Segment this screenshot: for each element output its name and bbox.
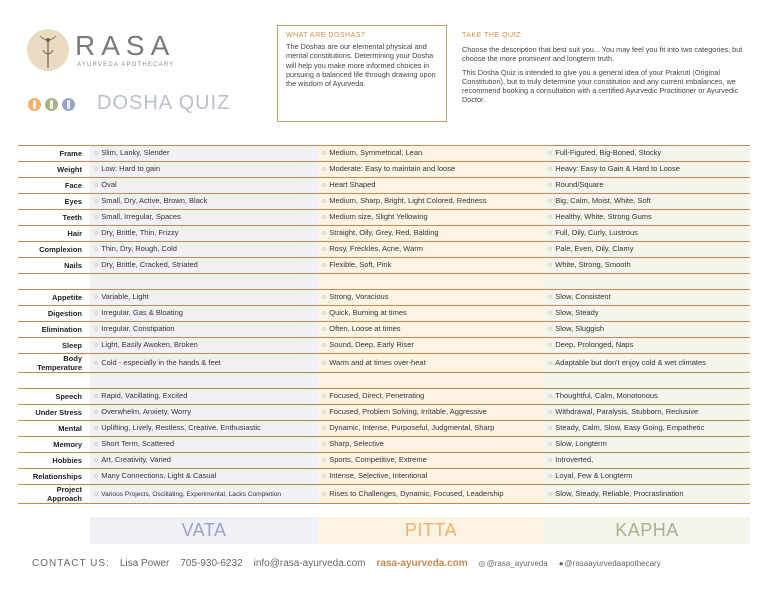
pitta-option[interactable] [318, 162, 544, 178]
pitta-option-text: Moderate: Easy to maintain and loose [329, 164, 456, 173]
quiz-row [18, 453, 750, 469]
kapha-option-text: Round/Square [555, 180, 604, 189]
row-label: Mental [18, 421, 90, 437]
pitta-option-text: Dynamic, Intense, Purposeful, Judgmental, Sharp [329, 423, 495, 432]
instagram-handle[interactable]: @rasa_ayurveda [486, 559, 548, 568]
pitta-option[interactable] [318, 354, 544, 373]
vata-option[interactable] [90, 290, 318, 306]
radio-circle-icon[interactable]: ○ [94, 182, 99, 189]
vata-option[interactable] [90, 242, 318, 258]
vata-option[interactable] [90, 226, 318, 242]
radio-circle-icon[interactable]: ○ [548, 294, 553, 301]
quiz-row [18, 178, 750, 194]
kapha-option-text: Loyal, Few & Longterm [555, 471, 633, 480]
radio-circle-icon[interactable]: ○ [548, 182, 553, 189]
contact-phone[interactable]: 705-930-6232 [180, 558, 243, 569]
radio-circle-icon[interactable]: ○ [322, 262, 327, 269]
radio-circle-icon[interactable]: ○ [94, 490, 99, 498]
quiz-instructions-p2: This Dosha Quiz is intended to give you a general idea of your Prakruti (Original Constitution), but to truly determine your constitution and any current imbalances, we recommend booking a consultation with a certified Ayurvedic Practitioner or Ayurvedic Doctor. [462, 67, 739, 105]
vata-option[interactable] [90, 162, 318, 178]
kapha-label: KAPHA [544, 517, 750, 544]
radio-circle-icon[interactable]: ○ [548, 214, 553, 221]
pitta-label: PITTA [318, 517, 544, 544]
quiz-row [18, 306, 750, 322]
quiz-row [18, 194, 750, 210]
kapha-option-text: Thoughtful, Calm, Monotonous [555, 391, 658, 400]
rasa-logo [26, 28, 70, 72]
radio-circle-icon[interactable]: ○ [322, 473, 327, 480]
pitta-option[interactable] [318, 338, 544, 354]
kapha-option[interactable] [544, 162, 750, 178]
radio-circle-icon[interactable]: ○ [94, 230, 99, 237]
kapha-option[interactable] [544, 453, 750, 469]
vata-option[interactable] [90, 146, 318, 162]
quiz-row [18, 421, 750, 437]
vata-option-text: Short Term, Scattered [101, 439, 175, 448]
vata-option-text: Overwhelm, Anxiety, Worry [101, 407, 191, 416]
pitta-option-text: Medium, Sharp, Bright, Light Colored, Redness [329, 196, 487, 205]
vata-option[interactable] [90, 405, 318, 421]
radio-circle-icon[interactable]: ○ [548, 473, 553, 480]
quiz-row [18, 242, 750, 258]
radio-circle-icon[interactable]: ○ [94, 246, 99, 253]
vata-option[interactable] [90, 178, 318, 194]
radio-circle-icon[interactable]: ○ [94, 409, 99, 416]
vata-option-text: Dry, Brittle, Cracked, Striated [101, 260, 198, 269]
radio-circle-icon[interactable]: ○ [548, 230, 553, 237]
kapha-option[interactable] [544, 421, 750, 437]
kapha-option-text: Adaptable but don't enjoy cold & wet climates [555, 357, 706, 367]
pitta-option-text: Rosy, Freckles, Acne, Warm [329, 244, 424, 253]
vata-option-text: Irregular, Gas & Bloating [101, 308, 183, 317]
radio-circle-icon[interactable]: ○ [322, 166, 327, 173]
vata-option-text: Cold - especially in the hands & feet [101, 357, 221, 367]
radio-circle-icon[interactable]: ○ [94, 473, 99, 480]
vata-option-text: Thin, Dry, Rough, Cold [101, 244, 177, 253]
quiz-row [18, 338, 750, 354]
radio-circle-icon[interactable]: ○ [322, 326, 327, 333]
radio-circle-icon[interactable]: ○ [548, 490, 553, 498]
vata-option[interactable] [90, 306, 318, 322]
pitta-option[interactable] [318, 194, 544, 210]
radio-circle-icon[interactable]: ○ [94, 393, 99, 400]
row-label: Eyes [18, 194, 90, 210]
row-label: Hobbies [18, 453, 90, 469]
vata-option-text: Dry, Brittle, Thin, Frizzy [101, 228, 179, 237]
radio-circle-icon[interactable]: ○ [94, 359, 99, 367]
radio-circle-icon[interactable]: ○ [94, 198, 99, 205]
vata-option-text: Oval [101, 180, 117, 189]
pitta-option[interactable] [318, 210, 544, 226]
kapha-option[interactable] [544, 437, 750, 453]
kapha-option[interactable] [544, 469, 750, 485]
pitta-option[interactable] [318, 453, 544, 469]
kapha-option[interactable] [544, 242, 750, 258]
pitta-option-text: Strong, Voracious [329, 292, 389, 301]
radio-circle-icon[interactable]: ○ [322, 150, 327, 157]
kapha-option[interactable] [544, 485, 750, 504]
pitta-option[interactable] [318, 242, 544, 258]
vata-option-text: Low: Hard to gain [101, 164, 161, 173]
quiz-row [18, 146, 750, 162]
pitta-option-text: Heart Shaped [329, 180, 376, 189]
kapha-option[interactable] [544, 389, 750, 405]
radio-circle-icon[interactable]: ○ [322, 457, 327, 464]
pitta-option-text: Often, Loose at times [329, 324, 401, 333]
kapha-option[interactable] [544, 405, 750, 421]
vata-option-text: Small, Irregular, Spaces [101, 212, 181, 221]
quiz-instructions [462, 45, 757, 109]
quiz-row [18, 485, 750, 504]
about-text: The Doshas are our elemental physical and mental constitutions. Determining your Dosha will help you make more informed choices in pursuing a balanced life through drawing upon the wisdom of Ayurveda. [286, 42, 436, 89]
pitta-option[interactable] [318, 290, 544, 306]
kapha-option[interactable] [544, 178, 750, 194]
pitta-option[interactable] [318, 469, 544, 485]
kapha-option-text: Slow, Longterm [555, 439, 607, 448]
vata-option[interactable] [90, 469, 318, 485]
radio-circle-icon[interactable]: ○ [322, 214, 327, 221]
quiz-heading: TAKE THE QUIZ: [462, 32, 524, 39]
dosha-quiz-table [18, 145, 750, 504]
pitta-option-text: Medium, Symmetrical, Lean [329, 148, 423, 157]
vata-option-text: Slim, Lanky, Slender [101, 148, 170, 157]
section-gap [18, 274, 750, 290]
pitta-option[interactable] [318, 485, 544, 504]
pitta-option[interactable] [318, 306, 544, 322]
quiz-instructions-p1: Choose the description that best suit you... You may feel you fit into two categories, but choose the more prominent and longterm truth. [462, 45, 743, 64]
vata-option[interactable] [90, 485, 318, 504]
kapha-option-text: Heavy: Easy to Gain & Hard to Loose [555, 164, 680, 173]
kapha-option-text: Introverted, [555, 455, 594, 464]
row-label: Elimination [18, 322, 90, 338]
radio-circle-icon[interactable]: ○ [94, 326, 99, 333]
pitta-option[interactable] [318, 405, 544, 421]
vata-option-text: Various Projects, Oscillating, Experimental, Lacks Completion [101, 490, 282, 498]
quiz-row [18, 290, 750, 306]
radio-circle-icon[interactable]: ○ [322, 342, 327, 349]
vata-option[interactable] [90, 437, 318, 453]
kapha-option-text: Big, Calm, Moist, White, Soft [555, 196, 651, 205]
pitta-option[interactable] [318, 258, 544, 274]
quiz-row [18, 437, 750, 453]
vata-option[interactable] [90, 258, 318, 274]
pitta-option[interactable] [318, 178, 544, 194]
radio-circle-icon[interactable]: ○ [322, 294, 327, 301]
pitta-option[interactable] [318, 421, 544, 437]
brand-tagline: AYURVEDA APOTHECARY [77, 62, 175, 68]
pitta-option-text: Straight, Oily, Grey, Red, Balding [329, 228, 439, 237]
pitta-option[interactable] [318, 226, 544, 242]
row-label: Complexion [18, 242, 90, 258]
radio-circle-icon[interactable]: ○ [94, 166, 99, 173]
dosha-dots [28, 98, 75, 111]
radio-circle-icon[interactable]: ○ [322, 246, 327, 253]
radio-circle-icon[interactable]: ○ [322, 441, 327, 448]
radio-circle-icon[interactable]: ○ [548, 409, 553, 416]
pitta-option[interactable] [318, 389, 544, 405]
quiz-row [18, 210, 750, 226]
facebook-icon: ● [558, 559, 564, 568]
kapha-option[interactable] [544, 338, 750, 354]
contact-footer [32, 558, 672, 569]
radio-circle-icon[interactable]: ○ [94, 294, 99, 301]
pitta-option[interactable] [318, 322, 544, 338]
kapha-option[interactable] [544, 146, 750, 162]
kapha-option-text: Slow, Steady, Reliable, Procrastination [555, 488, 684, 498]
kapha-option-text: Pale, Even, Oily, Clamy [555, 244, 634, 253]
pitta-option-text: Focused, Problem Solving, Irritable, Aggressive [329, 407, 487, 416]
quiz-row [18, 322, 750, 338]
pitta-option-text: Intense, Selective, Intentional [329, 471, 428, 480]
vata-option-text: Uplifting, Lively, Restless, Creative, Enthusiastic [101, 423, 261, 432]
kapha-option-text: Slow, Steady [555, 308, 599, 317]
about-doshas-box [277, 25, 447, 122]
pitta-option-text: Sports, Competitive, Extreme [329, 455, 427, 464]
pitta-option-text: Quick, Burning at times [329, 308, 407, 317]
pitta-option[interactable] [318, 437, 544, 453]
kapha-option[interactable] [544, 306, 750, 322]
vata-option[interactable] [90, 338, 318, 354]
row-label: Nails [18, 258, 90, 274]
vata-option[interactable] [90, 421, 318, 437]
quiz-row [18, 226, 750, 242]
vata-label: VATA [90, 517, 318, 544]
pitta-option-text: Sharp, Selective [329, 439, 384, 448]
radio-circle-icon[interactable]: ○ [548, 359, 553, 367]
vata-dot-icon [62, 98, 75, 111]
radio-circle-icon[interactable]: ○ [94, 262, 99, 269]
radio-circle-icon[interactable]: ○ [548, 166, 553, 173]
radio-circle-icon[interactable]: ○ [548, 198, 553, 205]
website-link[interactable]: rasa-ayurveda.com [376, 558, 468, 569]
radio-circle-icon[interactable]: ○ [94, 457, 99, 464]
quiz-title: DOSHA QUIZ [97, 92, 231, 114]
contact-email[interactable]: info@rasa-ayurveda.com [253, 558, 366, 569]
instagram-icon: ◎ [478, 559, 486, 568]
radio-circle-icon[interactable]: ○ [322, 490, 327, 498]
vata-option-text: Light, Easily Awoken, Broken [101, 340, 198, 349]
vata-option[interactable] [90, 354, 318, 373]
radio-circle-icon[interactable]: ○ [548, 342, 553, 349]
row-label: Face [18, 178, 90, 194]
radio-circle-icon[interactable]: ○ [322, 393, 327, 400]
radio-circle-icon[interactable]: ○ [94, 150, 99, 157]
radio-circle-icon[interactable]: ○ [322, 198, 327, 205]
radio-circle-icon[interactable]: ○ [322, 310, 327, 317]
radio-circle-icon[interactable]: ○ [548, 425, 553, 432]
facebook-handle[interactable]: @rasaayurvedaapothecary [564, 559, 661, 568]
radio-circle-icon[interactable]: ○ [548, 150, 553, 157]
radio-circle-icon[interactable]: ○ [548, 326, 553, 333]
kapha-option-text: Slow, Consistent [555, 292, 611, 301]
radio-circle-icon[interactable]: ○ [322, 409, 327, 416]
radio-circle-icon[interactable]: ○ [548, 246, 553, 253]
radio-circle-icon[interactable]: ○ [322, 182, 327, 189]
kapha-option-text: Deep, Prolonged, Naps [555, 340, 634, 349]
kapha-option-text: Steady, Calm, Slow, Easy Going, Empathetic [555, 423, 705, 432]
kapha-option-text: Full-Figured, Big-Boned, Stocky [555, 148, 662, 157]
row-label: Frame [18, 146, 90, 162]
vata-option[interactable] [90, 210, 318, 226]
quiz-row [18, 405, 750, 421]
contact-label: CONTACT US: [32, 558, 110, 569]
radio-circle-icon[interactable]: ○ [548, 262, 553, 269]
row-label: Body Temperature [18, 354, 90, 373]
kapha-dot-icon [45, 98, 58, 111]
kapha-option[interactable] [544, 226, 750, 242]
kapha-option-text: Withdrawal, Paralysis, Stubborn, Reclusive [555, 407, 699, 416]
radio-circle-icon[interactable]: ○ [548, 393, 553, 400]
row-label: Under Stress [18, 405, 90, 421]
quiz-row [18, 354, 750, 373]
radio-circle-icon[interactable]: ○ [94, 441, 99, 448]
pitta-option-text: Rises to Challenges, Dynamic, Focused, Leadership [329, 488, 504, 498]
vata-option-text: Small, Dry, Active, Brown, Black [101, 196, 208, 205]
kapha-option-text: Healthy, White, Strong Gums [555, 212, 652, 221]
pitta-option-text: Sound, Deep, Early Riser [329, 340, 414, 349]
vata-option-text: Art, Creativity, Varied [101, 455, 171, 464]
kapha-option[interactable] [544, 210, 750, 226]
row-label: Speech [18, 389, 90, 405]
row-label: Sleep [18, 338, 90, 354]
vata-option[interactable] [90, 194, 318, 210]
quiz-row [18, 469, 750, 485]
radio-circle-icon[interactable]: ○ [548, 310, 553, 317]
row-label: Appetite [18, 290, 90, 306]
row-label: Relationships [18, 469, 90, 485]
radio-circle-icon[interactable]: ○ [94, 310, 99, 317]
pitta-option-text: Focused, Direct, Penetrating [329, 391, 425, 400]
quiz-row [18, 258, 750, 274]
vata-option[interactable] [90, 453, 318, 469]
quiz-row [18, 162, 750, 178]
pitta-option-text: Flexible, Soft, Pink [329, 260, 392, 269]
kapha-option-text: White, Strong, Smooth [555, 260, 631, 269]
contact-name: Lisa Power [119, 558, 170, 569]
kapha-option[interactable] [544, 290, 750, 306]
radio-circle-icon[interactable]: ○ [94, 342, 99, 349]
kapha-option-text: Slow, Sluggish [555, 324, 605, 333]
row-label: Project Approach [18, 485, 90, 504]
row-label: Memory [18, 437, 90, 453]
vata-option-text: Many Connections, Light & Casual [101, 471, 217, 480]
radio-circle-icon[interactable]: ○ [322, 425, 327, 432]
pitta-option-text: Warm and at times over-heat [329, 357, 426, 367]
row-label: Hair [18, 226, 90, 242]
kapha-option[interactable] [544, 258, 750, 274]
kapha-option-text: Full, Oily, Curly, Lustrous [555, 228, 638, 237]
vata-option[interactable] [90, 389, 318, 405]
brand-name: RASA [75, 30, 176, 61]
pitta-option[interactable] [318, 146, 544, 162]
quiz-row [18, 389, 750, 405]
radio-circle-icon[interactable]: ○ [548, 441, 553, 448]
pitta-dot-icon [28, 98, 41, 111]
vata-option[interactable] [90, 322, 318, 338]
about-heading: WHAT ARE DOSHAS? [286, 32, 366, 39]
kapha-option[interactable] [544, 354, 750, 373]
kapha-option[interactable] [544, 194, 750, 210]
row-label: Weight [18, 162, 90, 178]
radio-circle-icon[interactable]: ○ [322, 230, 327, 237]
section-gap [18, 373, 750, 389]
row-label: Teeth [18, 210, 90, 226]
row-label: Digestion [18, 306, 90, 322]
radio-circle-icon[interactable]: ○ [94, 425, 99, 432]
vata-option-text: Variable, Light [101, 292, 149, 301]
vata-option-text: Rapid, Vacillating, Excited [101, 391, 188, 400]
vata-option-text: Irregular, Constipation [101, 324, 175, 333]
pitta-option-text: Medium size, Slight Yellowing [329, 212, 428, 221]
radio-circle-icon[interactable]: ○ [548, 457, 553, 464]
radio-circle-icon[interactable]: ○ [322, 359, 327, 367]
kapha-option[interactable] [544, 322, 750, 338]
radio-circle-icon[interactable]: ○ [94, 214, 99, 221]
